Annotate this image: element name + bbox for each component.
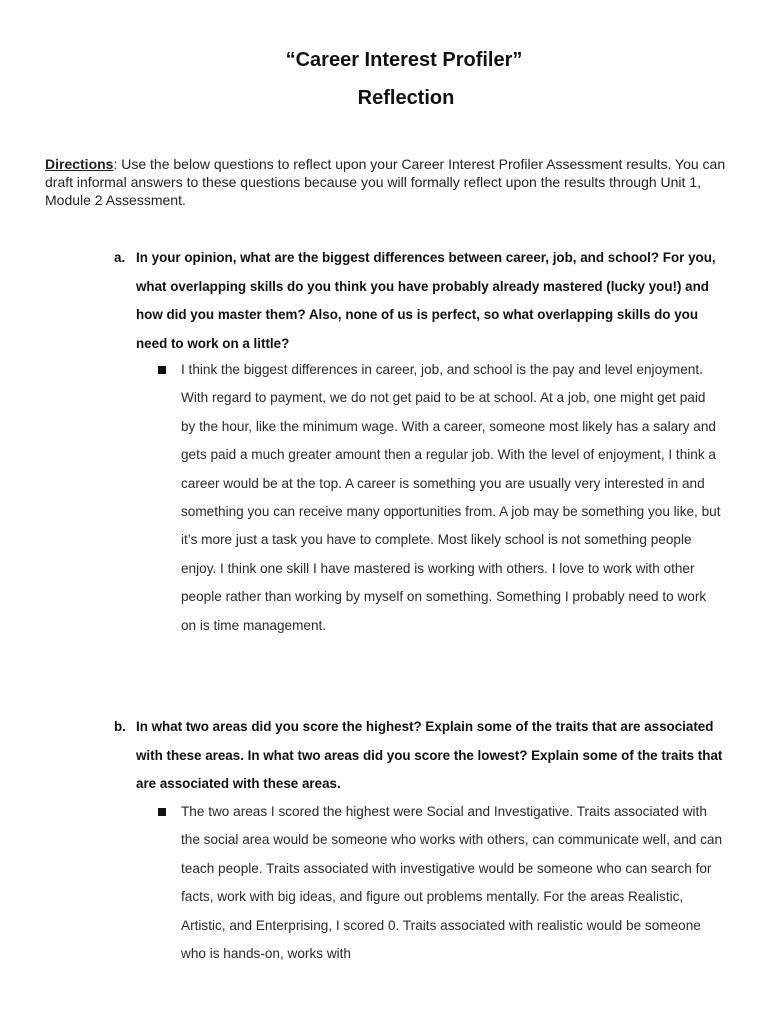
directions-text: : Use the below questions to reflect upon your Career Interest Profiler Assessment results. You can draft informal answers to these questions because you will formally reflect upon the results through Unit 1, Module 2 Assessment. — [45, 156, 726, 208]
question-a — [114, 244, 729, 359]
question-letter: b. — [114, 719, 126, 734]
question-b — [114, 713, 729, 799]
answer-a — [158, 356, 723, 640]
directions-label: Directions — [45, 156, 114, 172]
square-bullet-icon — [158, 808, 166, 816]
document-subtitle: Reflection — [357, 87, 455, 109]
document-title: “Career Interest Profiler” — [285, 49, 523, 71]
answer-text: I think the biggest differences in career, job, and school is the pay and level enjoyment. With regard to payment, we do not get paid to be at school. At a job, one might get paid by the hour, like the minimum wage. With a career, someone most likely has a salary and gets paid a much greater amount then a regular job. With the level of enjoyment, I think a career would be at the top. A career is something you are usually very interested in and something you can receive many opportunities from. A job may be something you like, but it’s more just a task you have to complete. Most likely school is not something people enjoy. I think one skill I have mastered is working with others. I love to work with other people rather than working by myself on something. Something I probably need to work on is time management. — [181, 362, 721, 633]
question-text: In your opinion, what are the biggest differences between career, job, and school? For you, what overlapping skills do you think you have probably already mastered (lucky you!) and how did you master them? Also, none of us is perfect, so what overlapping skills do you need to work on a little? — [136, 250, 716, 352]
answer-text: The two areas I scored the highest were Social and Investigative. Traits associated with the social area would be someone who works with others, can communicate well, and can teach people. Traits associated with investigative would be someone who can search for facts, work with big ideas, and figure out problems mentally. For the areas Realistic, Artistic, and Enterprising, I scored 0. Traits associated with realistic would be someone who is hands-on, works with — [181, 804, 723, 962]
answer-b — [158, 798, 723, 968]
square-bullet-icon — [158, 366, 166, 374]
directions-paragraph — [45, 155, 735, 209]
question-letter: a. — [114, 250, 126, 265]
question-text: In what two areas did you score the highest? Explain some of the traits that are associated with these areas. In what two areas did you score the lowest? Explain some of the traits that are associated with these areas. — [136, 719, 723, 792]
